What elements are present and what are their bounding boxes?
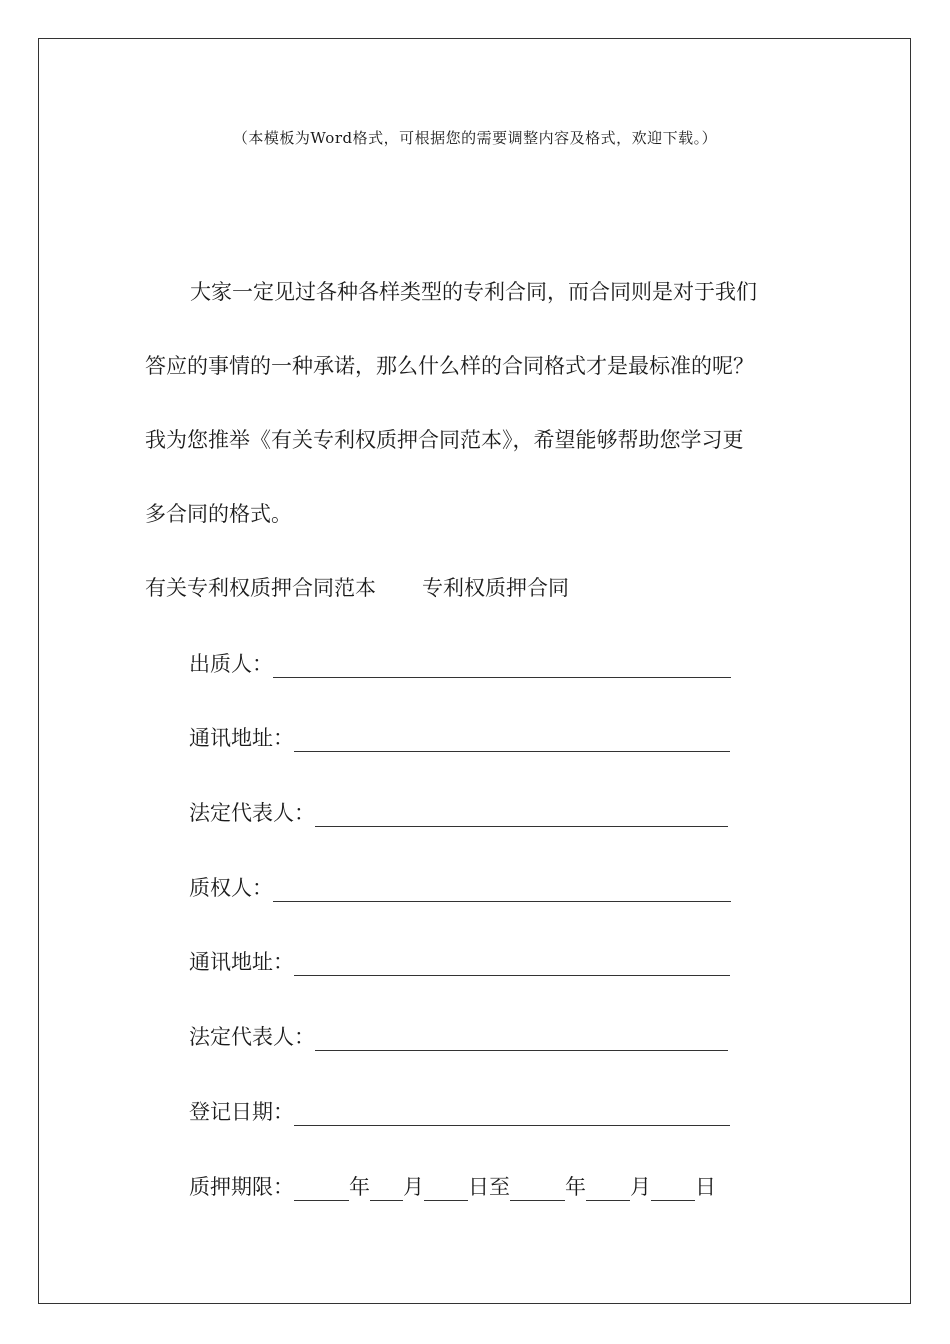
pledgee-address-field [189, 946, 730, 976]
contract-title [145, 572, 569, 602]
year-label: 年 [565, 1175, 586, 1199]
pledgor-address-field [189, 722, 730, 752]
day-label: 日 [695, 1175, 716, 1199]
field-label: 质押期限： [189, 1175, 294, 1199]
pledgor-blank[interactable] [273, 655, 731, 678]
pledgor-field [189, 648, 731, 678]
month-label: 月 [630, 1175, 651, 1199]
title-left: 有关专利权质押合同范本 [145, 576, 376, 600]
field-label: 通讯地址： [189, 726, 294, 750]
field-label: 通讯地址： [189, 950, 294, 974]
pledgee-blank[interactable] [273, 879, 731, 902]
registration-date-blank[interactable] [294, 1103, 730, 1126]
pledgee-representative-blank[interactable] [315, 1028, 728, 1051]
pledgor-representative-field [189, 797, 728, 827]
pledgor-representative-blank[interactable] [315, 804, 728, 827]
pledgee-field [189, 872, 731, 902]
end-month-blank[interactable] [586, 1178, 630, 1201]
day-to-label: 日至 [468, 1175, 510, 1199]
end-year-blank[interactable] [510, 1178, 565, 1201]
year-label: 年 [349, 1175, 370, 1199]
intro-line-2: 答应的事情的一种承诺，那么什么样的合同格式才是最标准的呢？ [145, 354, 754, 378]
month-label: 月 [403, 1175, 424, 1199]
field-label: 登记日期： [189, 1100, 294, 1124]
start-day-blank[interactable] [424, 1178, 468, 1201]
template-note: （本模板为Word格式，可根据您的需要调整内容及格式，欢迎下载。） [232, 129, 718, 147]
pledgee-address-blank[interactable] [294, 953, 730, 976]
intro-line-1: 大家一定见过各种各样类型的专利合同，而合同则是对于我们 [190, 280, 757, 304]
pledgee-representative-field [189, 1021, 728, 1051]
intro-line-4: 多合同的格式。 [145, 502, 292, 526]
intro-line-3: 我为您推举《有关专利权质押合同范本》，希望能够帮助您学习更 [145, 428, 744, 452]
title-right: 专利权质押合同 [422, 576, 569, 600]
start-year-blank[interactable] [294, 1178, 349, 1201]
field-label: 法定代表人： [189, 801, 315, 825]
pledge-period-field [189, 1171, 716, 1201]
start-month-blank[interactable] [370, 1178, 403, 1201]
field-label: 法定代表人： [189, 1025, 315, 1049]
pledgor-address-blank[interactable] [294, 729, 730, 752]
field-label: 出质人： [189, 652, 273, 676]
registration-date-field [189, 1096, 730, 1126]
field-label: 质权人： [189, 876, 273, 900]
end-day-blank[interactable] [651, 1178, 695, 1201]
